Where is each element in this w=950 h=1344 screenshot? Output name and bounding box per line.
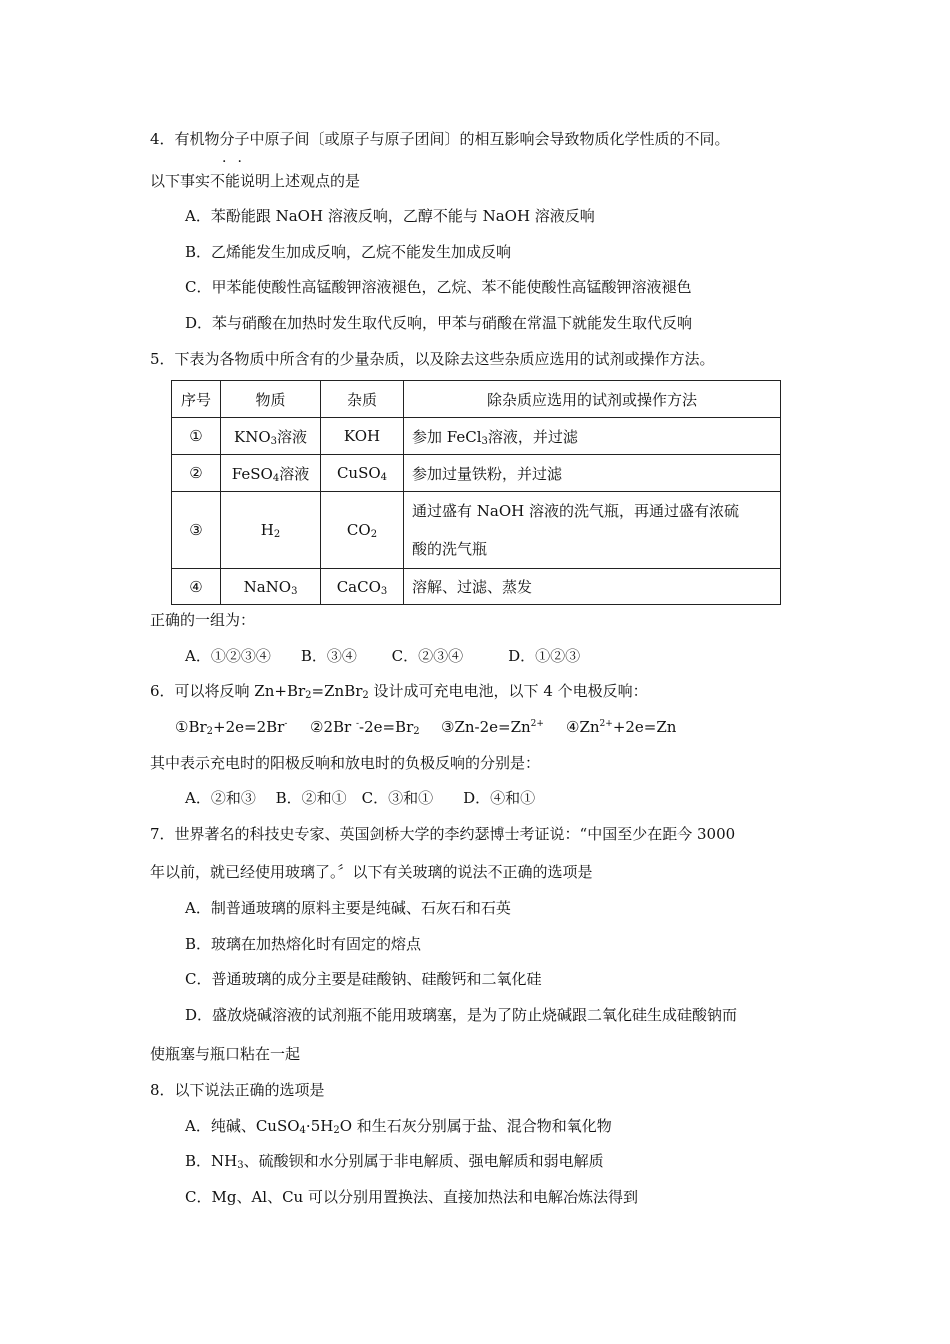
row-impurity: $CO_2$ xyxy=(321,492,404,569)
row-method: 参加 FeCl$_3$溶液，并过滤 xyxy=(404,418,781,455)
row-num: ② xyxy=(172,455,221,492)
q5-stem: 5．下表为各物质中所含有的少量杂质，以及除去这些杂质应选用的试剂或操作方法。 xyxy=(150,350,715,368)
q6-stem: 6．可以将反响 $Zn+Br_2=ZnBr_2$ 设计成可充电电池，以下 4 个电极反响： xyxy=(150,682,648,701)
row-method: 参加过量铁粉，并过滤 xyxy=(404,455,781,492)
row-substance: $H_2$ xyxy=(221,492,321,569)
q4-option-a: A．苯酚能跟 NaOH 溶液反响，乙醇不能与 NaOH 溶液反响 xyxy=(185,207,595,225)
row-substance: $KNO_3$溶液 xyxy=(221,418,321,455)
row-impurity: CaCO$_3$ xyxy=(321,569,404,605)
q6-reaction-2: ②2Br $^--2e=Br_2$ xyxy=(310,718,420,737)
table-row xyxy=(172,455,781,492)
q7-option-b: B．玻璃在加热熔化时有固定的熔点 xyxy=(185,935,422,953)
q4-stem-line1: 4．有机物分子中原子间〔或原子与原子团间〕的相互影响会导致物质化学性质的不同。 xyxy=(150,130,730,148)
q6-reaction-3: ③Zn-$2e=Zn^{2+}$ xyxy=(441,718,544,736)
table-row xyxy=(172,569,781,605)
row-impurity: KOH xyxy=(321,418,404,455)
row-num: ④ xyxy=(172,569,221,605)
q8-option-b: B．$NH_3$、硫酸钡和水分别属于非电解质、强电解质和弱电解质 xyxy=(185,1152,604,1171)
q6-choices: A．②和③ B．②和① C．③和① D．④和① xyxy=(185,789,536,807)
row-impurity: CuSO$_4$ xyxy=(321,455,404,492)
row-method: 溶解、过滤、蒸发 xyxy=(404,569,781,605)
q8-option-a: A．纯碱、$CuSO_4\cdot 5H_2O$ 和生石灰分别属于盐、混合物和氧化物 xyxy=(185,1117,612,1136)
table-row xyxy=(172,418,781,455)
q6-reaction-4: $④Zn^{2+}+2e=Zn$ xyxy=(566,718,677,736)
header-impurity: 杂质 xyxy=(321,381,404,418)
q4-option-d: D．苯与硝酸在加热时发生取代反响，甲苯与硝酸在常温下就能发生取代反响 xyxy=(185,314,693,332)
q4-option-b: B．乙烯能发生加成反响，乙烷不能发生加成反响 xyxy=(185,243,512,261)
q7-stem-line1: 7．世界著名的科技史专家、英国剑桥大学的李约瑟博士考证说：“中国至少在距今 3000 xyxy=(150,825,736,843)
row-substance: FeSO$_4$溶液 xyxy=(221,455,321,492)
header-method: 除杂质应选用的试剂或操作方法 xyxy=(404,381,781,418)
row-method xyxy=(404,492,781,569)
header-num: 序号 xyxy=(172,381,221,418)
table-header-row xyxy=(172,381,781,418)
row-num: ③ xyxy=(172,492,221,569)
q7-option-a: A．制普通玻璃的原料主要是纯碱、石灰石和石英 xyxy=(185,899,511,917)
q6-reaction-1: $①Br_2+2e=2Br^-$ xyxy=(175,718,288,737)
impurity-table xyxy=(171,380,781,605)
q8-stem: 8．以下说法正确的选项是 xyxy=(150,1081,325,1099)
q5-after: 正确的一组为： xyxy=(150,611,256,629)
table-row xyxy=(172,492,781,569)
method-line-2: 酸的洗气瓶 xyxy=(412,540,488,558)
q5-choices: A．①②③④ B．③④ C．②③④ D．①②③ xyxy=(185,647,581,665)
row-num: ① xyxy=(172,418,221,455)
emphasis-dots: ·· xyxy=(222,154,253,170)
method-line-1: 通过盛有 NaOH 溶液的洗气瓶，再通过盛有浓硫 xyxy=(412,502,739,520)
q7-option-d-line2: 使瓶塞与瓶口粘在一起 xyxy=(150,1045,301,1063)
q8-option-c: C．Mg、Al、Cu 可以分别用置换法、直接加热法和电解冶炼法得到 xyxy=(185,1188,638,1206)
q6-question: 其中表示充电时的阳极反响和放电时的负极反响的分别是： xyxy=(150,754,541,772)
q7-stem-line2: 年以前，就已经使用玻璃了。〞以下有关玻璃的说法不正确的选项是 xyxy=(150,863,593,881)
q7-option-c: C．普通玻璃的成分主要是硅酸钠、硅酸钙和二氧化硅 xyxy=(185,970,542,988)
q4-stem-line2: 以下事实不能说明上述观点的是 xyxy=(150,172,361,190)
row-substance: NaNO$_3$ xyxy=(221,569,321,605)
header-substance: 物质 xyxy=(221,381,321,418)
q4-option-c: C．甲苯能使酸性高锰酸钾溶液褪色，乙烷、苯不能使酸性高锰酸钾溶液褪色 xyxy=(185,278,692,296)
q7-option-d-line1: D．盛放烧碱溶液的试剂瓶不能用玻璃塞，是为了防止烧碱跟二氧化硅生成硅酸钠而 xyxy=(185,1006,738,1024)
